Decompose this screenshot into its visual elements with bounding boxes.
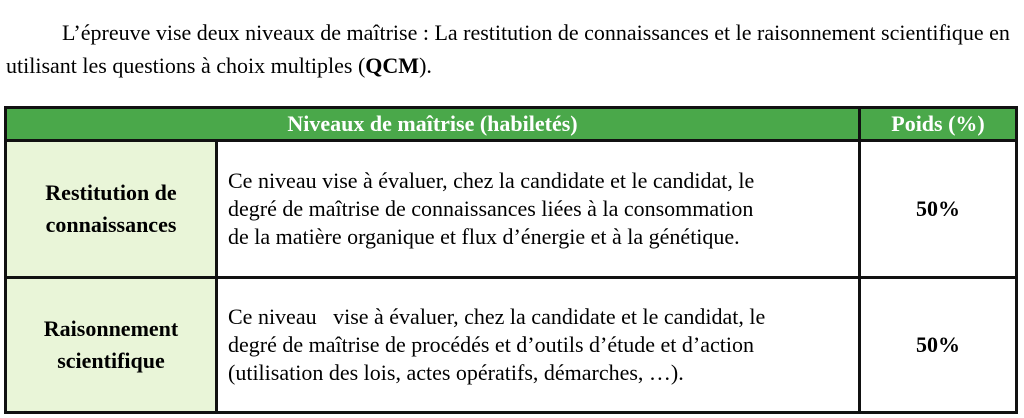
table-row xyxy=(6,278,1017,413)
level-name-line: connaissances xyxy=(45,212,177,237)
description-line: Ce niveau vise à évaluer, chez la candidate et le candidat, le xyxy=(228,168,755,193)
description-line: degré de maîtrise de procédés et d’outils d’étude et d’action xyxy=(228,332,754,357)
level-name-line: Restitution de xyxy=(45,180,177,205)
description-line: de la matière organique et flux d’énergie et à la génétique. xyxy=(228,224,740,249)
intro-paragraph xyxy=(6,16,1016,82)
weight-cell: 50% xyxy=(860,141,1017,278)
intro-emphasis-qcm: QCM xyxy=(365,53,420,78)
description-line: Ce niveau vise à évaluer, chez la candidate et le candidat, le xyxy=(228,304,766,329)
description-line: degré de maîtrise de connaissances liées à la consommation xyxy=(228,196,754,221)
weight-cell: 50% xyxy=(860,278,1017,413)
description-cell xyxy=(217,278,860,413)
header-weight: Poids (%) xyxy=(860,108,1017,141)
level-cell xyxy=(6,141,217,278)
mastery-levels-table xyxy=(4,106,1018,414)
description-line: (utilisation des lois, actes opératifs, démarches, …). xyxy=(228,360,684,385)
table-row xyxy=(6,141,1017,278)
level-cell xyxy=(6,278,217,413)
header-levels: Niveaux de maîtrise (habiletés) xyxy=(6,108,860,141)
level-name-line: scientifique xyxy=(57,348,165,373)
table-header-row xyxy=(6,108,1017,141)
intro-text-before: L’épreuve vise deux niveaux de maîtrise : La restitution de connaissances et le raisonnement scientifique en utilisant les questions à choix multiples ( xyxy=(6,20,1010,78)
level-name-line: Raisonnement xyxy=(43,316,179,341)
intro-text-after: ). xyxy=(419,53,432,78)
description-cell xyxy=(217,141,860,278)
